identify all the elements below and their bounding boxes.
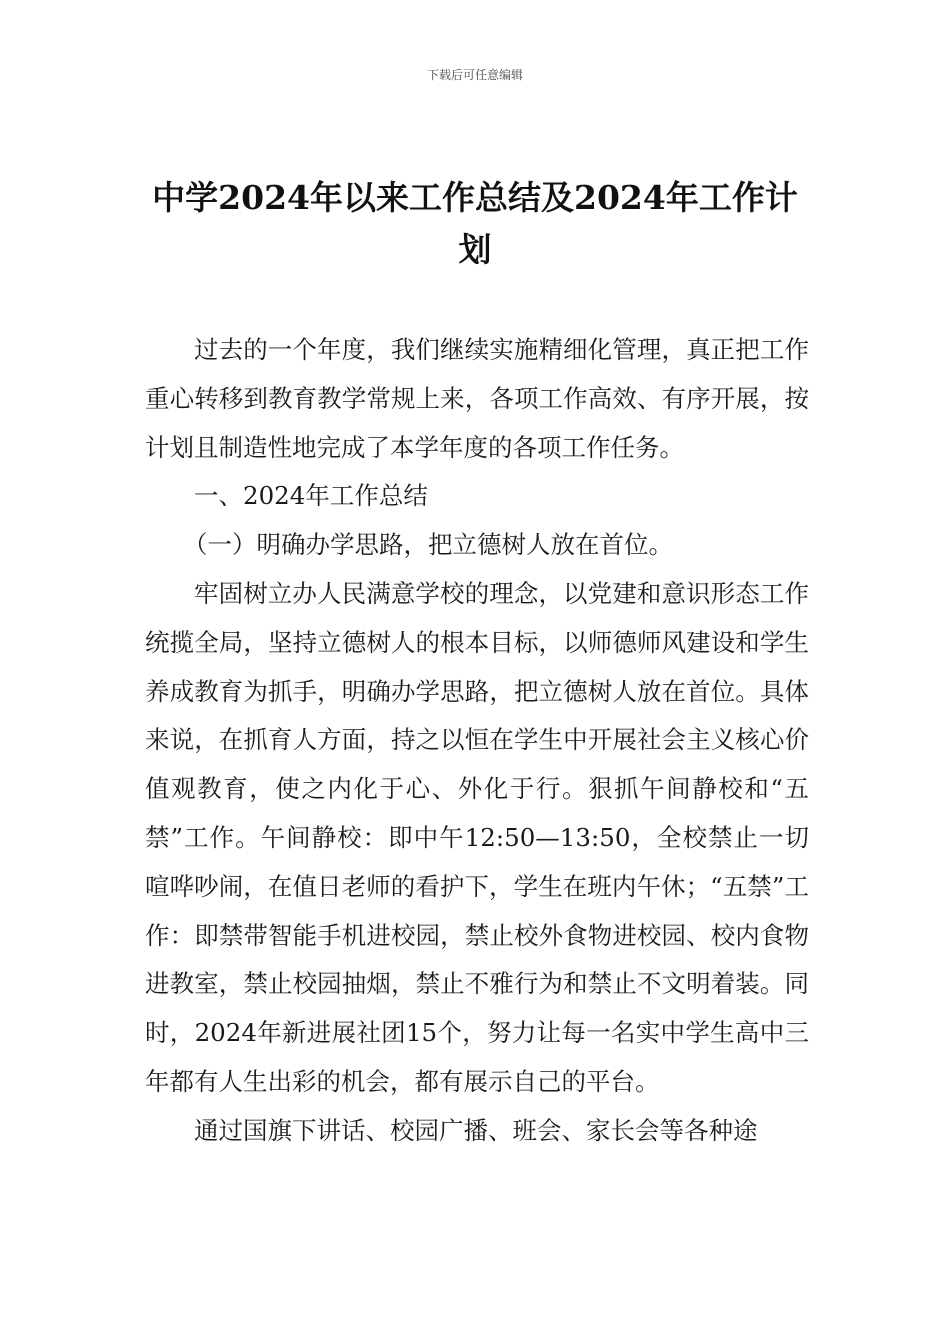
document-body — [145, 326, 809, 1156]
section-heading: 一、2024年工作总结 — [194, 481, 428, 511]
subsection-heading: （一）明确办学思路，把立德树人放在首位。 — [182, 530, 673, 560]
paragraph-continued: 通过国旗下讲话、校园广播、班会、家长会等各种途 — [194, 1115, 758, 1145]
paragraph-body: 牢固树立办人民满意学校的理念，以党建和意识形态工作统揽全局，坚持立德树人的根本目标，以师德师风建设和学生养成教育为抓手，明确办学思路，把立德树人放在首位。具体来说，在抓育人方面，持之以恒在学生中开展社会主义核心价值观教育，使之内化于心、外化于行。狠抓午间静校和“五禁”工作。午间静校：即中午12:50—13:50，全校禁止一切喧哗吵闹，在值日老师的看护下，学生在班内午休；“五禁”工作：即禁带智能手机进校园，禁止校外食物进校园、校内食物进教室，禁止校园抽烟，禁止不雅行为和禁止不文明着装。同时，2024年新进展社团15个，努力让每一名实中学生高中三年都有人生出彩的机会，都有展示自己的平台。 — [145, 578, 809, 1096]
paragraph-intro: 过去的一个年度，我们继续实施精细化管理，真正把工作重心转移到教育教学常规上来，各项工作高效、有序开展，按计划且制造性地完成了本学年度的各项工作任务。 — [145, 335, 809, 462]
header-note: 下载后可任意编辑 — [426, 68, 523, 82]
document-title: 中学2024年以来工作总结及2024年工作计划 — [152, 178, 798, 269]
